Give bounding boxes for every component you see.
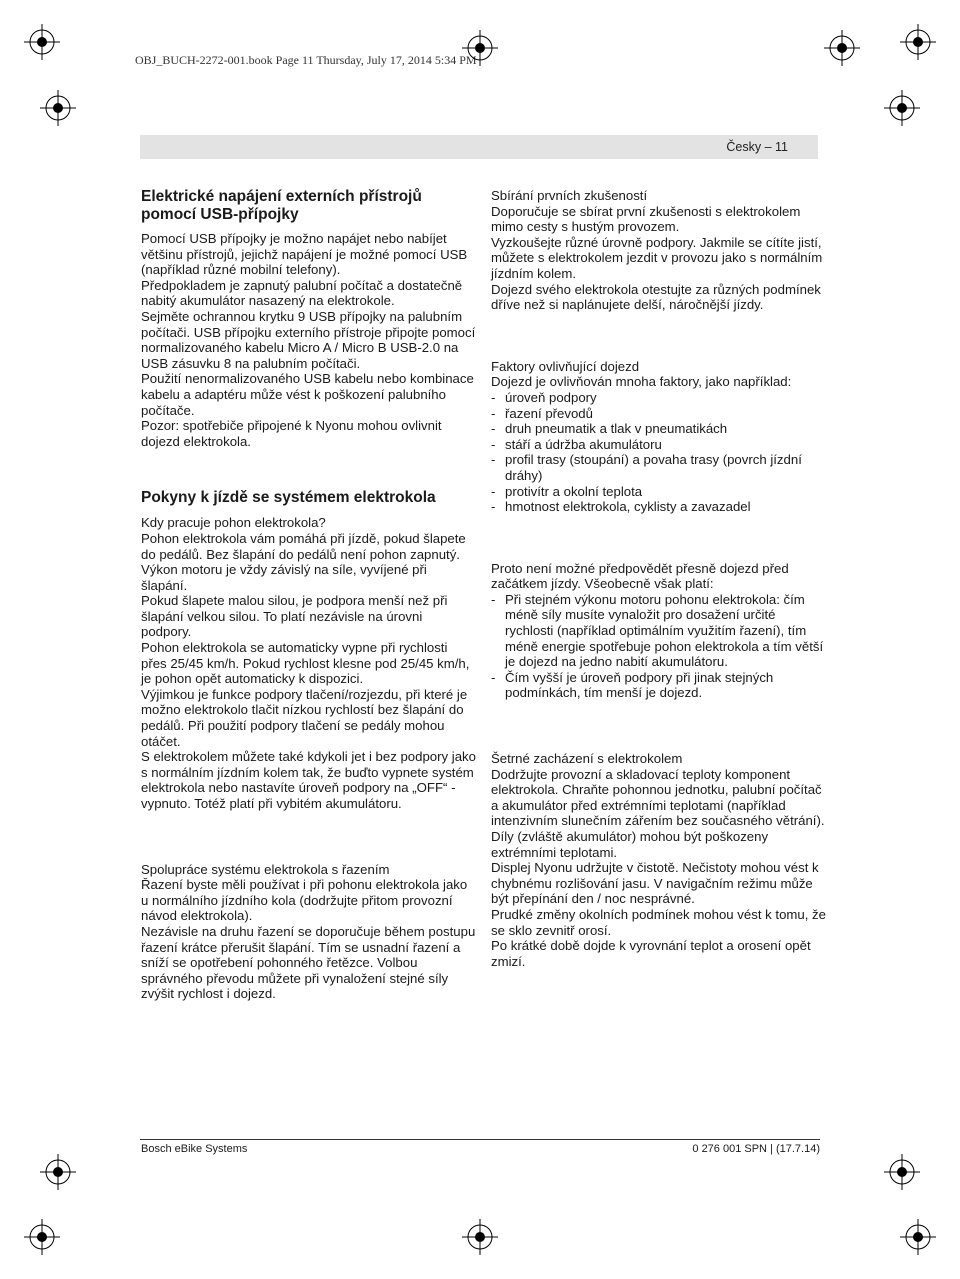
usb-paragraph: Sejměte ochrannou krytku 9 USB přípojky na palubním počítači. USB přípojku externího přístroje připojte pomocí normalizovaného kabelu Micro A / Micro B USB-2.0 na USB zásuvku 8 na palubním počítači.	[141, 308, 476, 371]
riding-section-title: Pokyny k jízdě se systémem elektrokola	[141, 489, 436, 507]
riding-paragraph: Pohon elektrokola vám pomáhá při jízdě, pokud šlapete do pedálů. Bez šlapání do pedálů není pohon zapnutý. Výkon motoru je vždy závislý na síle, vyvíjené při šlapání.	[141, 530, 466, 593]
range-factor-list	[491, 390, 826, 515]
list-item: - Čím vyšší je úroveň podpory při jinak stejných podmínkách, tím menší je dojezd.	[491, 670, 826, 701]
registration-mark-icon	[40, 90, 76, 126]
care-paragraph: Dodržujte provozní a skladovací teploty komponent elektrokola. Chraňte pohonnou jednotku, palubní počítač a akumulátor před extrémními teplotami (například intenzivním slunečním zářením bez současného větrání). Díly (zvláště akumulátor) mohou být poškozeny extrémními teplotami.	[491, 766, 825, 860]
range-subheading: Faktory ovlivňující dojezd	[491, 358, 640, 374]
registration-mark-icon	[24, 1219, 60, 1255]
usb-paragraph: Použití nenormalizovaného USB kabelu nebo kombinace kabelu a adaptéru může vést k poškození palubního počítače.	[141, 371, 474, 418]
list-item: - profil trasy (stoupání) a povaha trasy (povrch jízdní dráhy)	[491, 452, 826, 483]
experience-paragraph: Dojezd svého elektrokola otestujte za různých podmínek dříve než si naplánujete delší, náročnější jízdy.	[491, 281, 821, 313]
print-header: OBJ_BUCH-2272-001.book Page 11 Thursday, July 17, 2014 5:34 PM	[135, 53, 477, 67]
usb-paragraph: Předpokladem je zapnutý palubní počítač a dostatečně nabitý akumulátor nasazený na elektrokole.	[141, 277, 463, 309]
riding-paragraph: Pokud šlapete malou silou, je podpora menší než při šlapání velkou silou. To platí nezávisle na úrovni podpory.	[141, 593, 448, 640]
page-language-bar: Česky – 11	[140, 135, 818, 159]
footer-publisher: Bosch eBike Systems	[141, 1143, 248, 1155]
riding-paragraph: S elektrokolem můžete také kdykoli jet i bez podpory jako s normálním jízdním kolem tak, že buďto vypnete systém elektrokola nebo nastavíte úroveň podpory na „OFF“ - vypnuto. Totéž platí při vybitém akumulátoru.	[141, 749, 476, 811]
shifting-paragraph: Řazení byste měli používat i při pohonu elektrokola jako u normálního jízdního kola (dodržujte přitom provozní návod elektrokola).	[141, 877, 468, 924]
registration-mark-icon	[900, 24, 936, 60]
registration-mark-icon	[900, 1219, 936, 1255]
care-paragraph: Prudké změny okolních podmínek mohou vést k tomu, že se sklo zevnitř orosí.	[491, 906, 826, 938]
list-item: - protivítr a okolní teplota	[491, 484, 826, 500]
registration-mark-icon	[462, 30, 498, 66]
registration-mark-icon	[824, 30, 860, 66]
list-item: - druh pneumatik a tlak v pneumatikách	[491, 421, 826, 437]
usb-paragraph: Pomocí USB přípojky je možno napájet nebo nabíjet většinu přístrojů, jejichž napájení je možné pomocí USB (například různé mobilní telefony).	[141, 231, 468, 278]
experience-paragraph: Doporučuje se sbírat první zkušenosti s elektrokolem mimo cesty s hustým provozem.	[491, 203, 801, 235]
footer-divider	[140, 1139, 820, 1140]
shifting-paragraph: Nezávisle na druhu řazení se doporučuje během postupu řazení krátce přerušit šlapání. Tím se usnadní řazení a sníží se opotřebení pohonného řetězce. Volbou správného převodu můžete při vynaložení stejné síly zvýšit rychlost i dojezd.	[141, 923, 476, 1002]
care-subheading: Šetrné zacházení s elektrokolem	[491, 751, 683, 767]
care-paragraph: Po krátké době dojde k vyrovnání teplot a orosení opět zmizí.	[491, 938, 811, 969]
registration-mark-icon	[40, 1154, 76, 1190]
shifting-subheading: Spolupráce systému elektrokola s řazením	[141, 861, 390, 877]
range-intro: Dojezd je ovlivňován mnoha faktory, jako například:	[491, 374, 792, 390]
list-item: - úroveň podpory	[491, 390, 826, 406]
list-item: - stáří a údržba akumulátoru	[491, 437, 826, 453]
registration-mark-icon	[462, 1219, 498, 1255]
riding-subheading: Kdy pracuje pohon elektrokola?	[141, 515, 326, 531]
usb-section-title: Elektrické napájení externích přístrojů pomocí USB-přípojky	[141, 188, 422, 223]
prediction-list	[491, 592, 826, 701]
registration-mark-icon	[884, 1154, 920, 1190]
usb-paragraph: Pozor: spotřebiče připojené k Nyonu mohou ovlivnit dojezd elektrokola.	[141, 418, 442, 449]
registration-mark-icon	[884, 90, 920, 126]
right-column	[491, 188, 826, 969]
riding-paragraph: Výjimkou je funkce podpory tlačení/rozjezdu, při které je možno elektrokolo tlačit nízkou rychlostí bez šlapání do pedálů. Při použití podpory tlačení se pedály mohou otáčet.	[141, 686, 468, 749]
experience-paragraph: Vyzkoušejte různé úrovně podpory. Jakmile se cítíte jistí, můžete s elektrokolem jezdit v provozu jako s normálním jízdním kolem.	[491, 234, 823, 281]
care-paragraph: Displej Nyonu udržujte v čistotě. Nečistoty mohou vést k chybnému rozlišování jasu. V navigačním režimu může být přepínání den / noc nesprávné.	[491, 860, 819, 907]
list-item: - řazení převodů	[491, 406, 826, 422]
left-column	[141, 188, 476, 1002]
riding-paragraph: Pohon elektrokola se automaticky vypne při rychlosti přes 25/45 km/h. Pokud rychlost klesne pod 25/45 km/h, je pohon opět automaticky k dispozici.	[141, 640, 470, 687]
experience-subheading: Sbírání prvních zkušeností	[491, 188, 648, 203]
list-item: - hmotnost elektrokola, cyklisty a zavazadel	[491, 499, 826, 515]
registration-mark-icon	[24, 24, 60, 60]
list-item: - Při stejném výkonu motoru pohonu elektrokola: čím méně síly musíte vynaložit pro dosažení určité rychlosti (například optimálním využitím řazení), tím méně energie spotřebuje pohon elektrokola a tím větší je dojezd na jedno nabití akumulátoru.	[491, 592, 826, 670]
prediction-intro: Proto není možné předpovědět přesně dojezd před začátkem jízdy. Všeobecně však platí:	[491, 560, 789, 592]
footer-document-code: 0 276 001 SPN | (17.7.14)	[692, 1143, 820, 1155]
